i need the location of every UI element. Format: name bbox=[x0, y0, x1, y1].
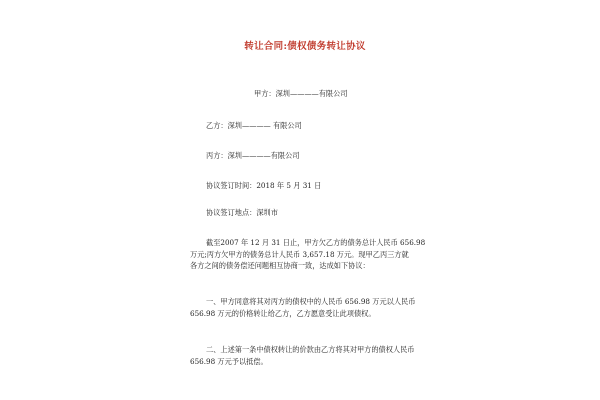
paragraph-line: 截至2007 年 12 月 31 日止，甲方欠乙方的债务总计人民币 656.98 bbox=[206, 238, 426, 247]
party-b-line: 乙方：深圳———— 有限公司 bbox=[206, 121, 302, 130]
paragraph-line: 万元;丙方欠甲方的债务总计人民币 3,657.18 万元。现甲乙丙三方就 bbox=[190, 249, 409, 259]
paragraph-debt-summary bbox=[190, 237, 426, 272]
party-a-line: 甲方：深圳————有限公司 bbox=[254, 89, 348, 98]
signing-place-line: 协议签订地点：深圳市 bbox=[206, 208, 278, 217]
paragraph-clause-two bbox=[190, 344, 415, 367]
signing-time-line: 协议签订时间：2018 年 5 月 31 日 bbox=[206, 181, 322, 190]
paragraph-line: 各方之间的债务偿还问题相互协商一致，达成如下协议： bbox=[190, 261, 370, 270]
party-c-line: 丙方：深圳————有限公司 bbox=[206, 151, 300, 160]
paragraph-line: 656.98 万元予以抵偿。 bbox=[190, 356, 268, 366]
paragraph-line: 一、甲方同意将其对丙方的债权中的人民币 656.98 万元以人民币 bbox=[206, 297, 416, 306]
paragraph-clause-one bbox=[190, 296, 416, 319]
contract-document bbox=[190, 0, 426, 400]
paragraph-line: 656.98 万元的价格转让给乙方，乙方愿意受让此项债权。 bbox=[190, 308, 376, 318]
paragraph-line: 二、上述第一条中债权转让的价款由乙方将其对甲方的债权人民币 bbox=[206, 345, 415, 354]
document-title: 转让合同:债权债务转让协议 bbox=[244, 41, 366, 52]
